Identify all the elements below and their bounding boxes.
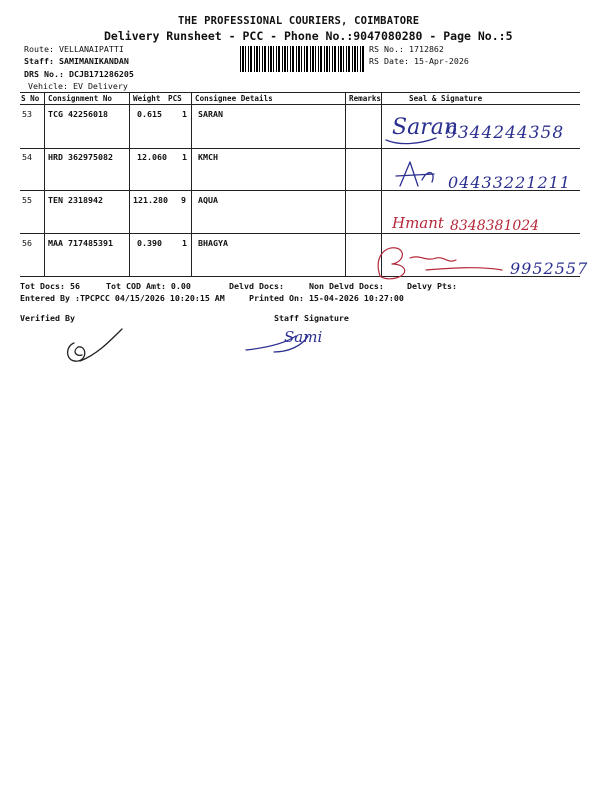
- row-weight: 121.280: [133, 195, 168, 205]
- row-sno: 53: [22, 109, 32, 119]
- row-consignee: AQUA: [198, 195, 218, 205]
- entered-by: Entered By :TPCPCC 04/15/2026 10:20:15 AM: [20, 293, 225, 303]
- row-weight: 0.615: [137, 109, 162, 119]
- header-seal: Seal & Signature: [409, 94, 483, 103]
- route: Route: VELLANAIPATTI: [24, 44, 124, 54]
- row-sno: 55: [22, 195, 32, 205]
- header-pcs: PCS: [168, 94, 182, 103]
- non-delvd-docs: Non Delvd Docs:: [309, 281, 384, 291]
- row-pcs: 1: [182, 109, 187, 119]
- runsheet-title: Delivery Runsheet - PCC - Phone No.:9047080280 - Page No.:5: [104, 29, 513, 43]
- row-consignee: SARAN: [198, 109, 223, 119]
- rs-number: RS No.: 1712862: [369, 44, 444, 54]
- row-consignee: BHAGYA: [198, 238, 228, 248]
- tot-docs: Tot Docs: 56: [20, 281, 80, 291]
- row-sno: 54: [22, 152, 32, 162]
- tot-cod: Tot COD Amt: 0.00: [106, 281, 191, 291]
- header-weight: Weight: [133, 94, 161, 103]
- row-consignment: HRD 362975082: [48, 152, 113, 162]
- row-pcs: 9: [181, 195, 186, 205]
- drs-number: DRS No.: DCJB171286205: [24, 69, 134, 79]
- row-pcs: 1: [182, 238, 187, 248]
- signature-row-55: [386, 206, 566, 236]
- rs-date: RS Date: 15-Apr-2026: [369, 56, 469, 66]
- row-pcs: 1: [182, 152, 187, 162]
- signature-row-54: [392, 156, 600, 192]
- delvy-pts: Delvy Pts:: [407, 281, 457, 291]
- company-name: THE PROFESSIONAL COURIERS, COIMBATORE: [178, 15, 420, 27]
- svg-text:9952557: 9952557: [510, 259, 589, 278]
- row-sno: 56: [22, 238, 32, 248]
- staff-signature-label: Staff Signature: [274, 313, 349, 323]
- svg-text:04433221211: 04433221211: [448, 173, 571, 192]
- row-consignment: TEN 2318942: [48, 195, 103, 205]
- header-consignee: Consignee Details: [195, 94, 273, 103]
- svg-text:Sami: Sami: [284, 328, 323, 346]
- signature-row-56: [370, 238, 600, 282]
- svg-text:Saran: Saran: [392, 115, 458, 140]
- verified-by-label: Verified By: [20, 313, 75, 323]
- header-sno: S No: [21, 94, 40, 103]
- row-consignment: MAA 717485391: [48, 238, 113, 248]
- signature-row-53: [380, 100, 590, 150]
- barcode: [240, 46, 364, 72]
- row-consignment: TCG 42256018: [48, 109, 108, 119]
- staff: Staff: SAMIMANIKANDAN: [24, 56, 129, 66]
- printed-on: Printed On: 15-04-2026 10:27:00: [249, 293, 404, 303]
- vehicle: Vehicle: EV Delivery: [28, 81, 128, 91]
- row-consignee: KMCH: [198, 152, 218, 162]
- row-weight: 12.060: [137, 152, 167, 162]
- staff-signature: [244, 322, 354, 358]
- svg-text:9344244358: 9344244358: [446, 123, 565, 143]
- row-weight: 0.390: [137, 238, 162, 248]
- svg-text:8348381024: 8348381024: [450, 218, 540, 234]
- delvd-docs: Delvd Docs:: [229, 281, 284, 291]
- header-consignment: Consignment No: [48, 94, 113, 103]
- verified-signature: [60, 325, 130, 370]
- svg-text:Hmant: Hmant: [392, 214, 444, 232]
- header-remarks: Remarks: [349, 94, 382, 103]
